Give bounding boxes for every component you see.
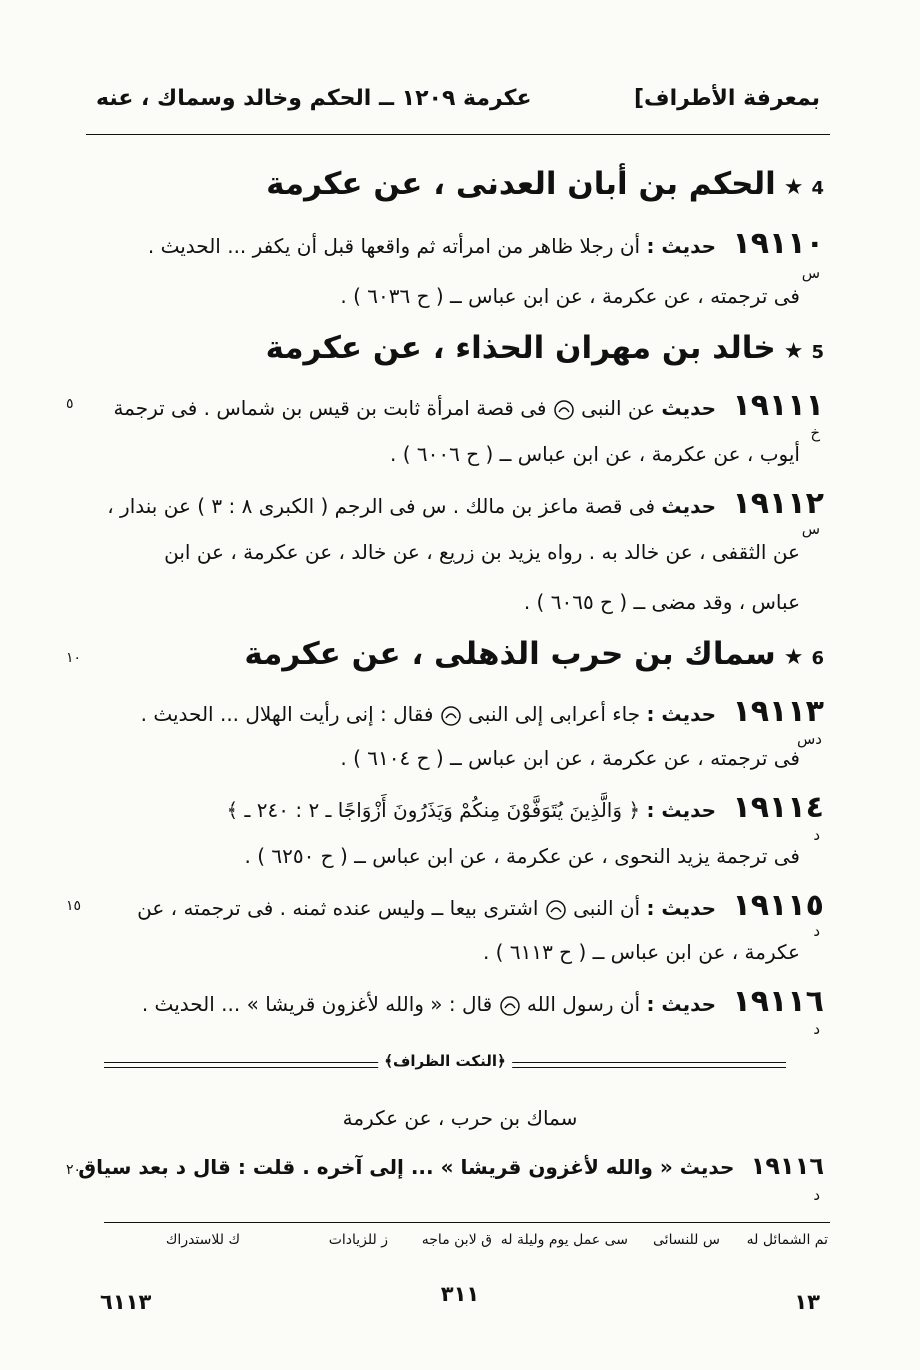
salawat-seal-icon (545, 899, 567, 921)
hadith-number: ١٩١١٠ (732, 226, 824, 261)
hadith-text: فقال : إنى رأيت الهلال ... الحديث . (140, 702, 434, 726)
hadith-number: ١٩١١٦ (750, 1152, 824, 1180)
nukat-divider (104, 1052, 786, 1070)
running-header-right: بمعرفة الأطراف] (633, 86, 820, 111)
hadith-word: حديث : (646, 992, 717, 1016)
hadith-19116-line1 (142, 984, 824, 1019)
hadith-19111-line2: أيوب ، عن عكرمة ، عن ابن عباس ــ ( ح ٦٠٠٦ ) . (390, 442, 800, 466)
hadith-text: فى قصة امرأة ثابت بن قيس بن شماس . فى ترجمة (113, 396, 547, 420)
section-heading-4 (266, 166, 824, 202)
hadith-text: عن النبى (581, 396, 656, 420)
hadith-number: ١٩١١٣ (732, 694, 824, 729)
nukat-heading: سماك بن حرب ، عن عكرمة (342, 1106, 578, 1130)
volume-number: ١٣ (794, 1290, 820, 1314)
section-number: 6 (811, 648, 824, 669)
hadith-word: حديث : (646, 234, 717, 258)
star-icon: ★ (783, 175, 804, 200)
footnote-abbrev: ق لابن ماجه (421, 1232, 492, 1248)
hadith-19112-line2: عن الثقفى ، عن خالد به . رواه يزيد بن زريع ، عن خالد ، عن عكرمة ، عن ابن (164, 540, 800, 564)
hadith-text: اشترى بيعا ــ وليس عنده ثمنه . فى ترجمته ، عن (137, 896, 539, 920)
nukat-line (78, 1152, 824, 1180)
siglum: س (801, 520, 820, 538)
hadith-text: قال : « والله لأغزون قريشا » ... الحديث . (141, 992, 493, 1016)
footnote-abbrev: ك للاستدراك (165, 1232, 240, 1248)
hadith-19115-line2: عكرمة ، عن ابن عباس ــ ( ح ٦١١٣ ) . (482, 940, 800, 964)
hadith-19113-line2: فى ترجمته ، عن عكرمة ، عن ابن عباس ــ ( ح ٦١٠٤ ) . (340, 746, 800, 770)
footnote-abbrev: تم الشمائل له (746, 1232, 828, 1248)
hadith-word: حديث : (646, 896, 717, 920)
hadith-number: ١٩١١٤ (732, 790, 824, 825)
salawat-seal-icon (440, 705, 462, 727)
salawat-seal-icon (499, 995, 521, 1017)
margin-line-number: ١٥ (66, 898, 82, 914)
section-heading-5 (266, 330, 824, 366)
hadith-text: جاء أعرابى إلى النبى (468, 702, 641, 726)
footnote-abbrev: ز للزيادات (328, 1232, 388, 1248)
hadith-19111-line1 (113, 388, 824, 423)
page-number: ٣١١ (440, 1282, 480, 1306)
hadith-text: أن رجلا ظاهر من امرأته ثم واقعها قبل أن يكفر ... الحديث . (147, 234, 641, 258)
divider-label: ﴿النكت الظراف﴾ (378, 1052, 512, 1070)
margin-line-number: ٥ (66, 396, 74, 412)
star-icon: ★ (783, 339, 804, 364)
hadith-19110-line2: فى ترجمته ، عن عكرمة ، عن ابن عباس ــ ( ح ٦٠٣٦ ) . (340, 284, 800, 308)
hadith-19114-line2: فى ترجمة يزيد النحوى ، عن عكرمة ، عن ابن عباس ــ ( ح ٦٢٥٠ ) . (244, 844, 800, 868)
siglum: د (813, 1186, 820, 1204)
margin-line-number: ١٠ (66, 650, 82, 666)
header-rule (86, 134, 830, 135)
hadith-number: ١٩١١١ (732, 388, 824, 423)
section-number: 5 (811, 342, 824, 363)
siglum: د (813, 1020, 820, 1038)
nukat-text: حديث « والله لأغزون قريشا » ... إلى آخره . قلت : قال د بعد سياق (78, 1155, 735, 1179)
hadith-text: فى قصة ماعز بن مالك . س فى الرجم ( الكبرى ٨ : ٣ ) عن بندار ، (107, 494, 656, 518)
hadith-19112-line3: عباس ، وقد مضى ــ ( ح ٦٠٦٥ ) . (523, 590, 800, 614)
siglum: س (801, 264, 820, 282)
hadith-19112-line1 (107, 486, 824, 521)
siglum: خ (810, 424, 820, 442)
running-header-left: عكرمة ١٢٠٩ ــ الحكم وخالد وسماك ، عنه (96, 86, 532, 111)
hadith-word: حديث (661, 494, 717, 518)
hadith-number: ١٩١١٥ (732, 888, 824, 923)
section-heading-6 (244, 636, 824, 672)
section-number: 4 (811, 178, 824, 199)
hadith-19114-line1 (226, 790, 824, 825)
hadith-text: أن النبى (573, 896, 641, 920)
hadith-word: حديث : (646, 702, 717, 726)
margin-line-number: ٢٠ (66, 1162, 82, 1178)
section-title: خالد بن مهران الحذاء ، عن عكرمة (265, 330, 776, 366)
star-icon: ★ (783, 645, 804, 670)
footnote-abbrev: سى عمل يوم وليلة له (500, 1232, 628, 1248)
salawat-seal-icon (553, 399, 575, 421)
hadith-word: حديث : (646, 798, 717, 822)
footnote-rule (104, 1222, 830, 1223)
quran-verse: ﴿ وَالَّذِينَ يُتَوَفَّوْنَ مِنكُمْ وَيَذَرُونَ أَزْوَاجًا ـ ٢ : ٢٤٠ ـ ﴾ (226, 798, 641, 822)
hadith-19113-line1 (141, 694, 824, 729)
section-title: سماك بن حرب الذهلى ، عن عكرمة (244, 636, 776, 672)
hadith-text: أن رسول الله (526, 992, 641, 1016)
hadith-number: ١٩١١٦ (732, 984, 824, 1019)
siglum: د (813, 922, 820, 940)
siglum: دس (797, 730, 822, 748)
hadith-word: حديث (661, 396, 717, 420)
section-title: الحكم بن أبان العدنى ، عن عكرمة (266, 166, 776, 202)
hadith-19115-line1 (137, 888, 824, 923)
siglum: د (813, 826, 820, 844)
hadith-number: ١٩١١٢ (732, 486, 824, 521)
hadith-19110-line1 (148, 226, 824, 261)
tuhfa-page-number: ٦١١٣ (100, 1290, 152, 1314)
footnote-abbrev: س للنسائى (653, 1232, 720, 1248)
